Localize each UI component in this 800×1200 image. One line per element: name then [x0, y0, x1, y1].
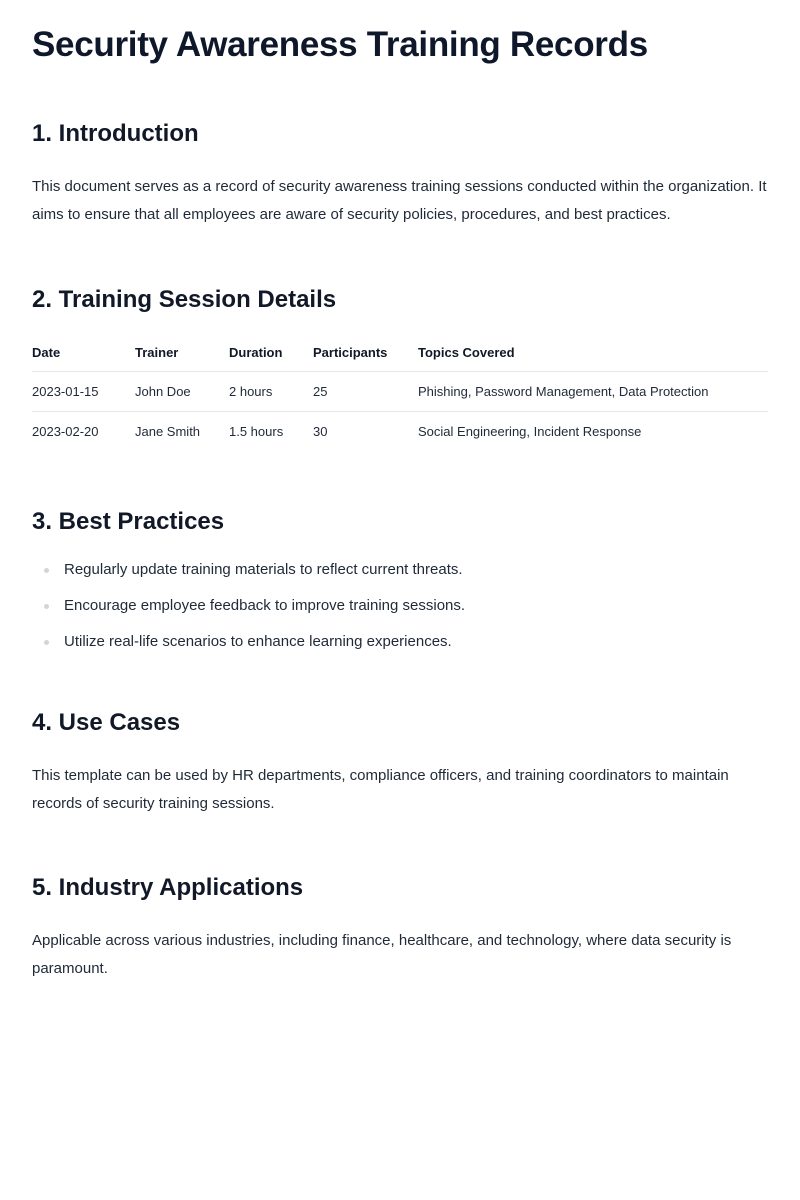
- cell-duration: 2 hours: [229, 372, 313, 412]
- list-item: [32, 559, 768, 581]
- cell-participants: 30: [313, 424, 328, 439]
- industry-applications-section: [32, 873, 768, 983]
- introduction-section: [32, 119, 768, 229]
- column-header-trainer: Trainer: [135, 339, 229, 372]
- cell-duration: 1.5 hours: [229, 424, 284, 439]
- page-title: Security Awareness Training Records: [32, 25, 648, 64]
- cell-trainer: John Doe: [135, 372, 229, 412]
- training-details-heading: 2. Training Session Details: [32, 286, 337, 313]
- use-cases-text: This template can be used by HR departments, compliance officers, and training coordinators to maintain records of security training sessions.: [32, 767, 729, 812]
- list-item: [32, 595, 768, 617]
- table-header-row: [32, 339, 768, 372]
- column-header-participants: Participants: [313, 339, 418, 372]
- list-item-text: Regularly update training materials to reflect current threats.: [64, 561, 463, 578]
- list-item-text: Encourage employee feedback to improve training sessions.: [64, 597, 466, 614]
- use-cases-heading: 4. Use Cases: [32, 709, 181, 736]
- column-header-duration: Duration: [229, 339, 313, 372]
- best-practices-section: [32, 507, 768, 653]
- list-item: [32, 631, 768, 653]
- best-practices-list: [32, 559, 768, 653]
- introduction-heading: 1. Introduction: [32, 120, 199, 147]
- bullet-icon: [44, 640, 49, 645]
- table-row: [32, 372, 768, 412]
- use-cases-section: [32, 708, 768, 818]
- cell-date: 2023-01-15: [32, 372, 135, 412]
- training-details-section: [32, 285, 768, 451]
- cell-topics: Phishing, Password Management, Data Protection: [418, 372, 768, 412]
- table-row: [32, 412, 768, 452]
- cell-trainer: Jane Smith: [135, 424, 201, 439]
- column-header-topics: Topics Covered: [418, 339, 768, 372]
- bullet-icon: [44, 604, 49, 609]
- cell-participants: 25: [313, 372, 418, 412]
- industry-applications-text: Applicable across various industries, including finance, healthcare, and technology, where data security is paramount.: [32, 932, 732, 977]
- column-header-date: Date: [32, 339, 135, 372]
- cell-topics: Social Engineering, Incident Response: [418, 424, 642, 439]
- bullet-icon: [44, 568, 49, 573]
- introduction-text: This document serves as a record of security awareness training sessions conducted within the organization. It aims to ensure that all employees are aware of security policies, procedures, and best practices.: [32, 178, 767, 223]
- training-sessions-table: [32, 339, 768, 451]
- industry-applications-heading: 5. Industry Applications: [32, 874, 304, 901]
- list-item-text: Utilize real-life scenarios to enhance learning experiences.: [64, 633, 452, 650]
- best-practices-heading: 3. Best Practices: [32, 508, 225, 535]
- cell-date: 2023-02-20: [32, 424, 99, 439]
